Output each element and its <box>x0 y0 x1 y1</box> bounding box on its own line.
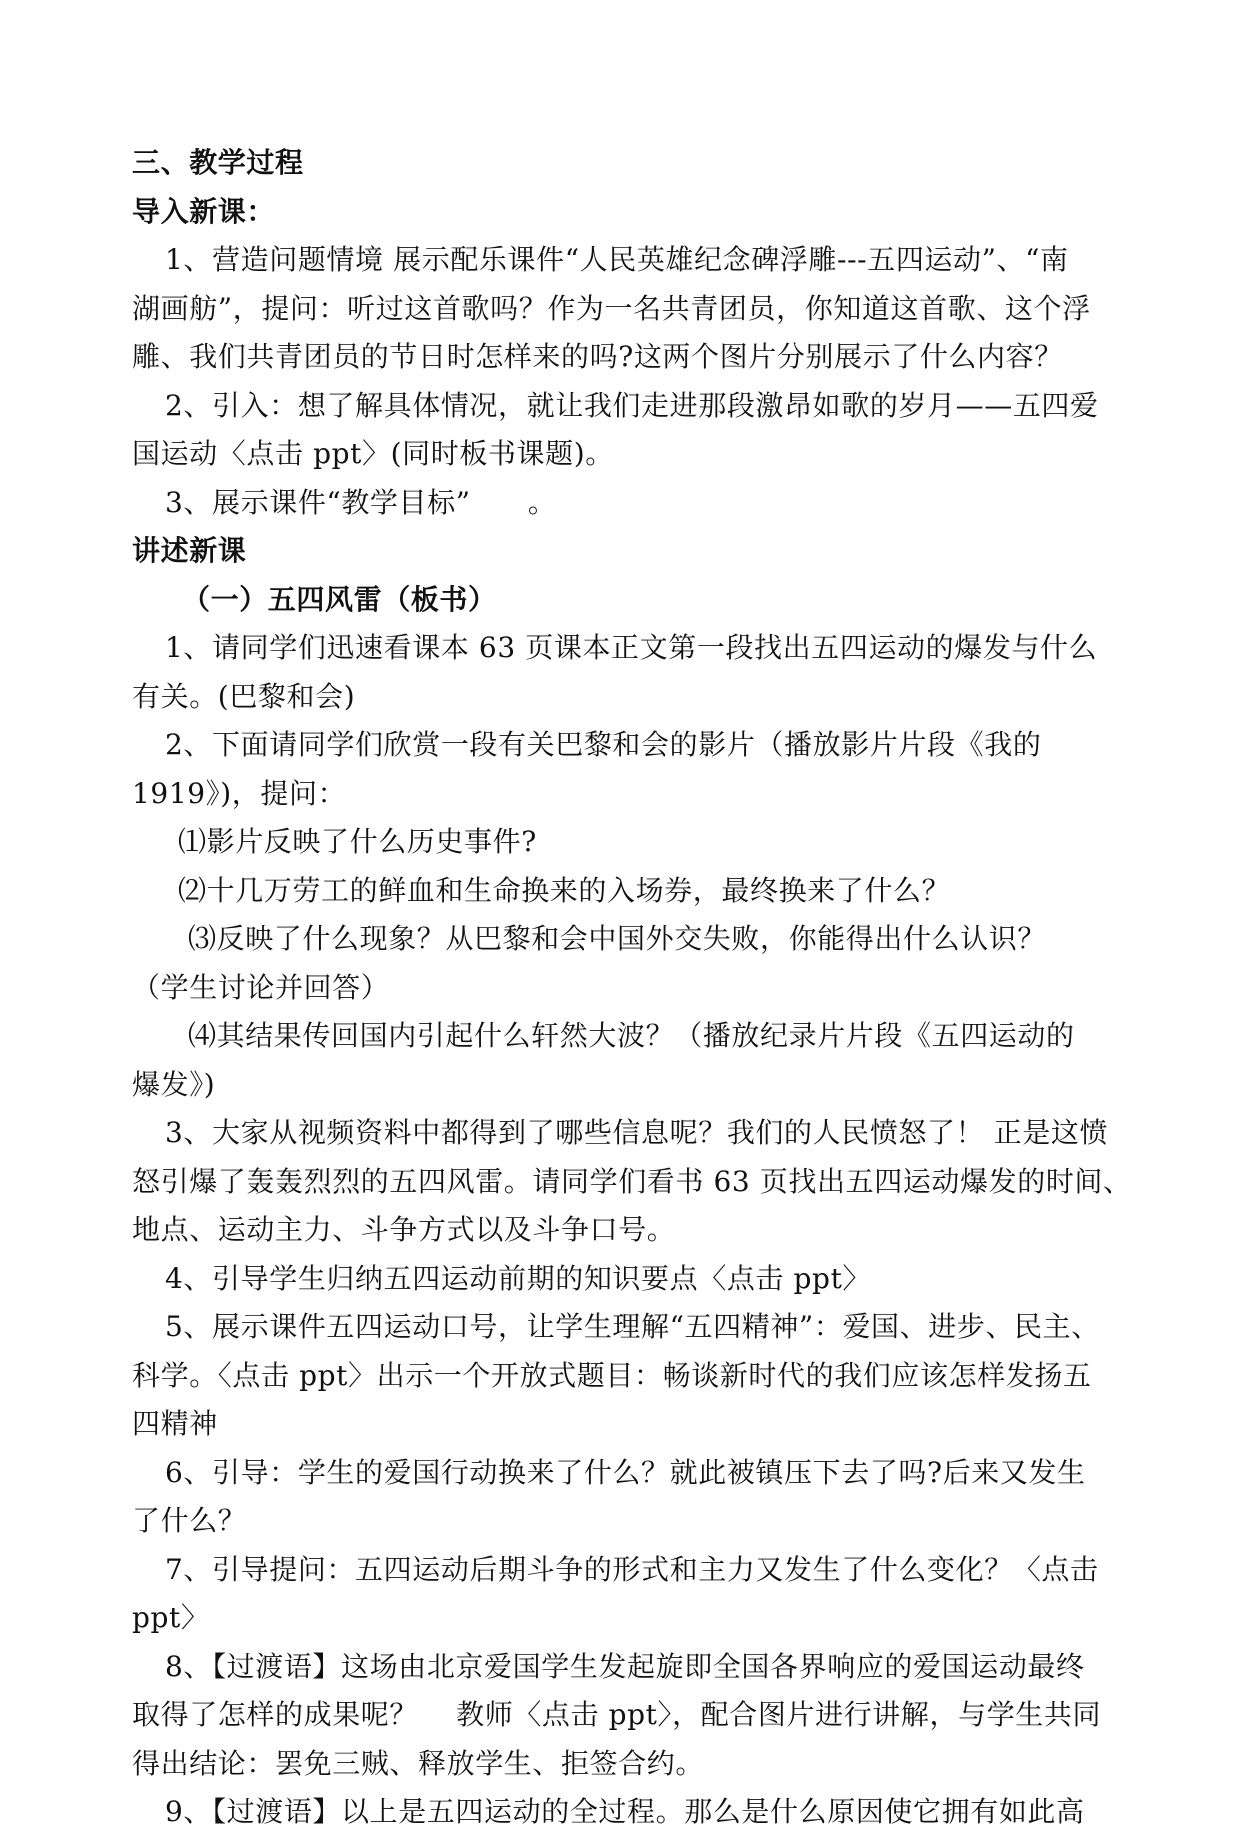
intro-item-3: 3、展示课件“教学目标” 。 <box>165 485 557 519</box>
subsection-title: （一）五四风雷（板书） <box>182 582 497 616</box>
question-4-line-2: 爆发》) <box>132 1067 216 1101</box>
lecture-item-2-line-2: 1919》)，提问： <box>132 776 347 810</box>
intro-heading: 导入新课： <box>132 194 276 228</box>
lecture-item-9-line-1: 9、【过渡语】以上是五四运动的全过程。那么是什么原因使它拥有如此高 <box>165 1795 1085 1828</box>
intro-item-1-line-3: 雕、我们共青团员的节日时怎样来的吗?这两个图片分别展示了什么内容？ <box>132 340 1063 373</box>
lecture-item-2-line-1: 2、下面请同学们欣赏一段有关巴黎和会的影片（播放影片片段《我的 <box>165 728 1042 761</box>
question-4-line-1: ⑷其结果传回国内引起什么轩然大波？（播放纪录片片段《五四运动的 <box>188 1019 1075 1052</box>
lecture-item-3-line-2: 怒引爆了轰轰烈烈的五四风雷。请同学们看书 63 页找出五四运动爆发的时间、 <box>132 1164 1132 1198</box>
question-3-line-1: ⑶反映了什么现象？从巴黎和会中国外交失败，你能得出什么认识？ <box>188 922 1047 955</box>
lecture-item-6-line-2: 了什么？ <box>132 1504 247 1537</box>
lecture-item-7-line-1: 7、引导提问：五四运动后期斗争的形式和主力又发生了什么变化？〈点击 <box>165 1552 1099 1586</box>
document-page <box>132 139 1132 1837</box>
lecture-item-3-line-3: 地点、运动主力、斗争方式以及斗争口号。 <box>132 1213 676 1246</box>
intro-item-1-line-1: 1、营造问题情境 展示配乐课件“人民英雄纪念碑浮雕---五四运动”、“南 <box>165 243 1069 276</box>
question-2: ⑵十几万劳工的鲜血和生命换来的入场券，最终换来了什么？ <box>178 873 951 907</box>
lecture-item-5-line-1: 5、展示课件五四运动口号，让学生理解“五四精神”：爱国、进步、民主、 <box>165 1310 1100 1343</box>
lecture-item-1-line-1: 1、请同学们迅速看课本 63 页课本正文第一段找出五四运动的爆发与什么 <box>165 631 1098 664</box>
question-3-line-2: （学生讨论并回答） <box>132 970 390 1004</box>
lecture-item-1-line-2: 有关。(巴黎和会) <box>132 679 356 713</box>
intro-item-2-line-1: 2、引入：想了解具体情况，就让我们走进那段激昂如歌的岁月——五四爱 <box>165 388 1099 422</box>
lecture-item-5-line-2: 科学。〈点击 ppt〉出示一个开放式题目：畅谈新时代的我们应该怎样发扬五 <box>132 1358 1092 1392</box>
intro-item-1-line-2: 湖画舫”，提问：听过这首歌吗？作为一名共青团员，你知道这首歌、这个浮 <box>132 291 1091 325</box>
question-1: ⑴影片反映了什么历史事件? <box>178 825 537 858</box>
lecture-item-6-line-1: 6、引导：学生的爱国行动换来了什么？就此被镇压下去了吗?后来又发生 <box>165 1455 1086 1489</box>
intro-item-2-line-2: 国运动〈点击 ppt〉(同时板书课题)。 <box>132 437 614 470</box>
lecture-item-4: 4、引导学生归纳五四运动前期的知识要点〈点击 ppt〉 <box>165 1261 872 1295</box>
section-title: 三、教学过程 <box>132 146 304 179</box>
lecture-item-5-line-3: 四精神 <box>132 1407 218 1440</box>
lecture-item-8-line-1: 8、【过渡语】这场由北京爱国学生发起旋即全国各界响应的爱国运动最终 <box>165 1649 1085 1683</box>
lecture-item-8-line-3: 得出结论：罢免三贼、释放学生、拒签合约。 <box>132 1746 705 1780</box>
lecture-item-7-line-2: ppt〉 <box>132 1601 210 1634</box>
lecture-heading: 讲述新课 <box>132 534 247 567</box>
lecture-item-8-line-2: 取得了怎样的成果呢？ 教师〈点击 ppt〉，配合图片进行讲解，与学生共同 <box>132 1698 1102 1731</box>
lecture-item-3-line-1: 3、大家从视频资料中都得到了哪些信息呢？我们的人民愤怒了！ 正是这愤 <box>165 1116 1109 1149</box>
